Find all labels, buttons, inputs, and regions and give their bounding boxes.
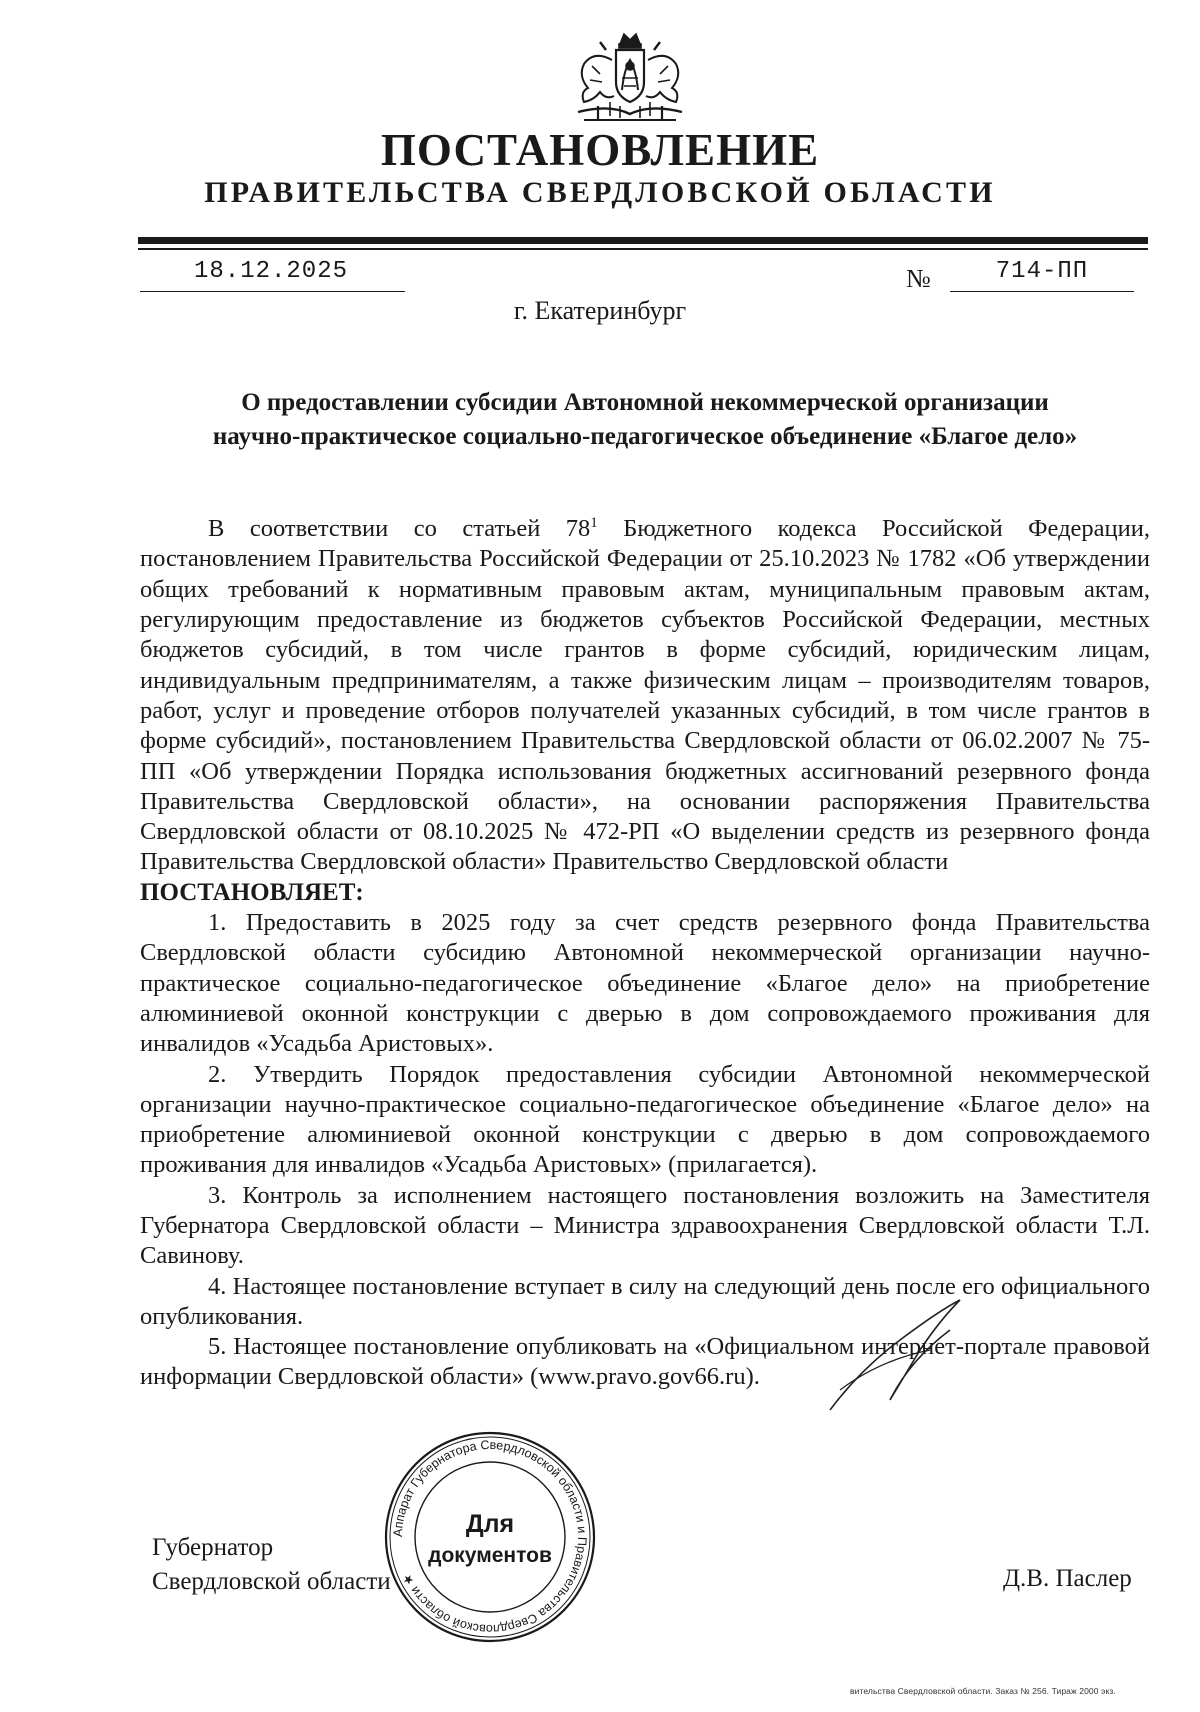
coat-of-arms-icon [570,30,690,128]
stamp-center-line-2: документов [428,1544,552,1567]
document-type-title: ПОСТАНОВЛЕНИЕ [380,125,820,175]
header-rule-thick [138,237,1148,244]
position-line-1: Губернатор [152,1534,274,1561]
number-sign: № [906,264,931,293]
stamp-ring-text: Аппарат Губернатора Свердловской области и Правительства Свердловской области ★ [390,1437,590,1637]
header-rule-thin [138,248,1148,250]
preamble-rest: Бюджетного кодекса Российской Федерации, постановлением Правительства Российской Федерации от 25.10.2023 № 1782 «Об утверждении общих требований к нормативным правовым актам, муниципальным правовым актам, регулирующим предоставление из бюджетов субъектов Российской Федерации, местных бюджетов субсидий, в том числе грантов в форме субсидий, юридическим лицам, индивидуальным предпринимателям, а также физическим лицам – производителям товаров, работ, услуг и проведение отборов получателей указанных субсидий, в том числе грантов в форме субсидий», постановлением Правительства Свердловской области от 06.02.2007 № 75-ПП «Об утверждении Порядка использования бюджетных ассигнований резервного фонда Правительства Свердловской области», на основании распоряжения Правительства Свердловской области от 08.10.2025 № 472-РП «О выделении средств из резервного фонда Правительства Свердловской области» Правительство Свердловской области [140,515,1150,876]
document-body [140,508,1150,1393]
signatory-name: Д.В. Паслер [1003,1565,1132,1592]
stamp-center-line-1: Для [465,1510,515,1538]
list-item: 2. Утвердить Порядок предоставления субсидии Автономной некоммерческой организации научно-практическое социально-педагогическое объединение «Благое дело» на приобретение алюминиевой оконной конструкции с дверью в дом сопровождаемого проживания для инвалидов «Усадьба Аристовых» (прилагается). [140,1060,1150,1179]
number-underline [950,291,1134,292]
document-number: 714-ПП [995,258,1089,285]
article-superscript: 1 [590,515,598,531]
document-heading [140,386,1150,454]
official-stamp [381,1428,599,1646]
issuer-title: ПРАВИТЕЛЬСТВА СВЕРДЛОВСКОЙ ОБЛАСТИ [204,176,996,209]
date-underline [140,291,405,292]
position-line-2: Свердловской области [152,1568,391,1595]
list-item: 4. Настоящее постановление вступает в силу на следующий день после его официального опубликования. [140,1272,1150,1330]
signatory-position [152,1531,391,1599]
heading-line-1: О предоставлении субсидии Автономной некоммерческой организации [241,389,1049,416]
list-item: 3. Контроль за исполнением настоящего постановления возложить на Заместителя Губернатора Свердловской области – Министра здравоохранения Свердловской области Т.Л. Савинову. [140,1181,1150,1270]
preamble-paragraph [140,508,1150,878]
handwritten-signature [820,1290,970,1420]
heading-line-2: научно-практическое социально-педагогическое объединение «Благое дело» [212,423,1078,450]
list-item: 5. Настоящее постановление опубликовать на «Официальном интернет-портале правовой информации Свердловской области» (www.pravo.gov66.ru). [140,1333,1150,1391]
list-item: 1. Предоставить в 2025 году за счет средств резервного фонда Правительства Свердловской области субсидию Автономной некоммерческой организации научно-практическое социально-педагогическое объединение «Благое дело» на приобретение алюминиевой оконной конструкции с дверью в дом сопровождаемого проживания для инвалидов «Усадьба Аристовых». [140,909,1150,1058]
city: г. Екатеринбург [513,296,687,325]
decree-word: ПОСТАНОВЛЯЕТ: [140,878,364,906]
document-date: 18.12.2025 [193,258,349,285]
preamble-start: В соответствии со статьей 78 [208,515,591,543]
print-note: вительства Свердловской области. Заказ № 256. Тираж 2000 экз. [850,1686,1116,1696]
